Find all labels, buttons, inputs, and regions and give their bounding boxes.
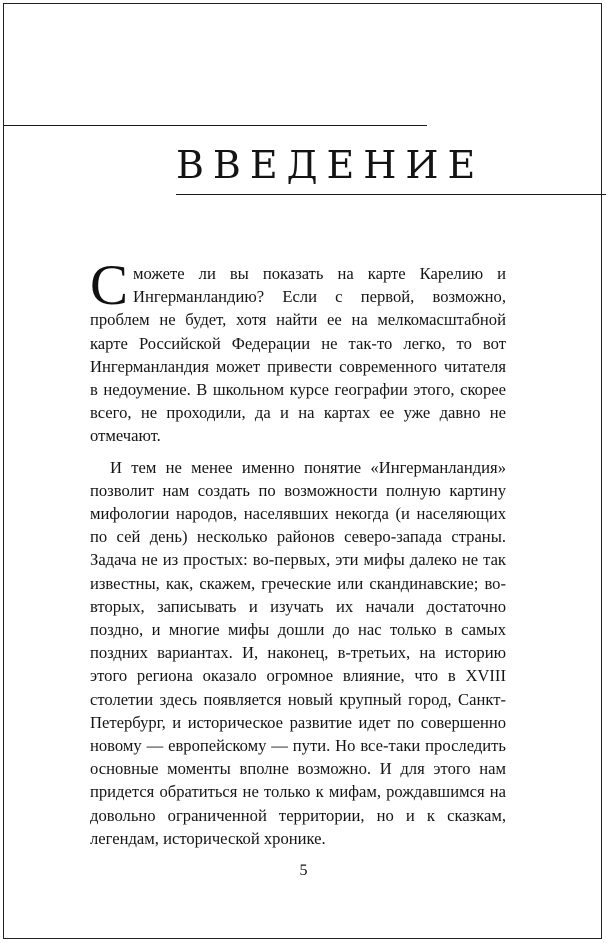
book-page	[3, 3, 602, 939]
drop-cap: С	[90, 254, 129, 317]
page-number: 5	[299, 862, 308, 879]
paragraph-1	[90, 254, 506, 448]
body-text	[90, 254, 506, 850]
paragraph-1-text: можете ли вы показать на карте Карелию и Ингерманландию? Если с первой, возможно, проблем не будет, хотя найти ее на мелкомасштабной карте Российской Федерации не так-то легко, то вот Ингерманландия может привести современного читателя в недоумение. В школьном курсе географии этого, скорее всего, не проходили, да и на картах ее уже давно не отмечают.	[90, 264, 506, 446]
title-rule-top	[4, 125, 427, 126]
chapter-title: ВВЕДЕНИЕ	[176, 143, 485, 187]
title-rule-bottom	[176, 194, 606, 195]
paragraph-2: И тем не менее именно понятие «Ингерманландия» позволит нам создать по возможности полную картину мифологии народов, населявших некогда (и населяющих по сей день) несколько районов северо-запада страны. Задача не из простых: во-первых, эти мифы далеко не так известны, как, скажем, греческие или скандинавские; во-вторых, записывать и изучать их начали достаточно поздно, и многие мифы дошли до нас только в самых поздних вариантах. И, наконец, в-третьих, на историю этого региона оказало огромное влияние, что в XVIII столетии здесь появляется новый крупный город, Санкт-Петербург, и историческое развитие идет по совершенно новому — европейскому — пути. Но все-таки проследить основные моменты вполне возможно. И для этого нам придется обратиться не только к мифам, рождавшимся на довольно ограниченной территории, но и к сказкам, легендам, исторической хронике.	[90, 457, 506, 848]
